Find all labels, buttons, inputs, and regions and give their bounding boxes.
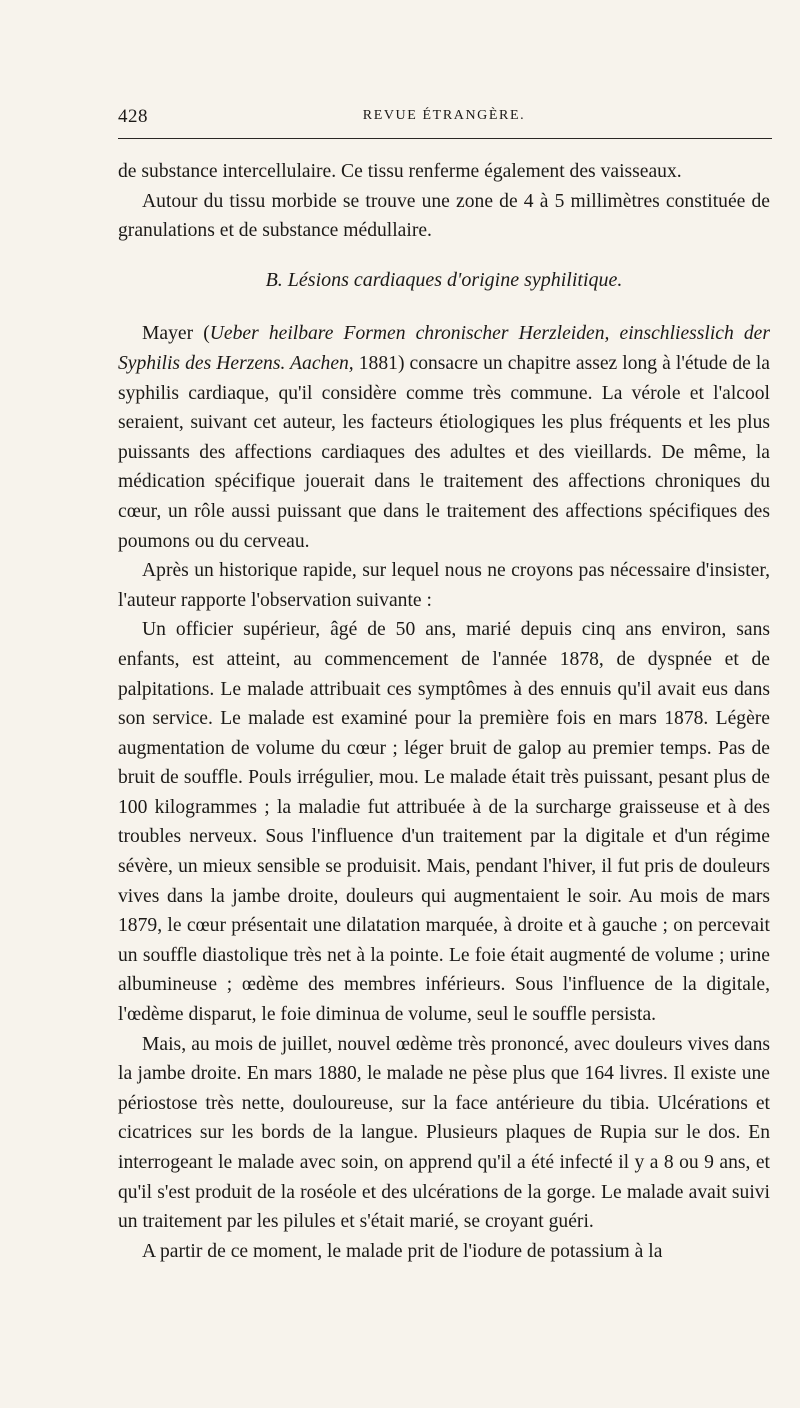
mayer-author: Mayer ( [142,323,210,345]
paragraph-7: A partir de ce moment, le malade prit de l'iodure de potassium à la [142,1240,663,1262]
paragraph-2: Autour du tissu morbide se trouve une zone de 4 à 5 millimètres constituée de granulations et de substance médullaire. [118,190,770,242]
page-number: 428 [118,106,148,127]
section-title-text: Lésions cardiaques d'origine syphilitique. [287,268,623,291]
document-page [118,100,770,1266]
mayer-work-title: Ueber heilbare Formen chronischer Herzleiden, einschliesslich der Syphilis des Herzens. Aachen, [118,323,771,374]
section-letter: B. [265,268,283,291]
section-heading [118,266,770,296]
paragraph-6: Mais, au mois de juillet, nouvel œdème très prononcé, avec douleurs vives dans la jambe droite. En mars 1880, le malade ne pèse plus que 164 livres. Il existe une périostose très nette, douloureuse, sur la face antérieure du tibia. Ulcérations et cicatrices sur les bords de la langue. Plusieurs plaques de Rupia sur le dos. En interrogeant le malade avec soin, on apprend qu'il a été infecté il y a 8 ou 9 ans, et qu'il s'est produit de la roséole et des ulcérations de la gorge. Le malade avait suivi un traitement par les pilules et s'était marié, se croyant guéri. [118,1033,770,1233]
paragraph-5: Un officier supérieur, âgé de 50 ans, marié depuis cinq ans environ, sans enfants, est atteint, au commencement de l'année 1878, de dyspnée et de palpitations. Le malade attribuait ces symptômes à des ennuis qu'il avait eus dans son service. Le malade est examiné pour la première fois en mars 1878. Légère augmentation de volume du cœur ; léger bruit de galop au premier temps. Pas de bruit de souffle. Pouls irrégulier, mou. Le malade était très puissant, pesant plus de 100 kilogrammes ; la maladie fut attribuée à de la surcharge graisseuse et à des troubles nerveux. Sous l'influence d'un traitement par la digitale et d'un régime sévère, un mieux sensible se produisit. Mais, pendant l'hiver, il fut pris de douleurs vives dans la jambe droite, douleurs qui augmentaient le soir. Au mois de mars 1879, le cœur présentait une dilatation marquée, à droite et à gauche ; on percevait un souffle diastolique très net à la pointe. Le foie était augmenté de volume ; urine albumineuse ; œdème des membres inférieurs. Sous l'influence de la digitale, l'œdème disparut, le foie diminua de volume, seul le souffle persista. [118,619,770,1026]
header-rule [118,138,772,139]
mayer-text: 1881) consacre un chapitre assez long à l'étude de la syphilis cardiaque, qu'il considère comme très commune. La vérole et l'alcool seraient, suivant cet auteur, les facteurs étiologiques les plus fréquents et les plus puissants des affections cardiaques des adultes et des vieillards. De même, la médication spécifique jouerait dans le traitement des affections chroniques du cœur, un rôle aussi puissant que dans le traitement des affections spécifiques des poumons ou du cerveau. [118,352,770,552]
paragraph-mayer [118,319,770,556]
paragraph-1: de substance intercellulaire. Ce tissu renferme également des vaisseaux. [118,161,682,182]
page-header [118,100,770,130]
body-text [118,157,770,1266]
paragraph-4: Après un historique rapide, sur lequel nous ne croyons pas nécessaire d'insister, l'auteur rapporte l'observation suivante : [118,560,770,611]
running-title: REVUE ÉTRANGÈRE. [362,108,526,123]
